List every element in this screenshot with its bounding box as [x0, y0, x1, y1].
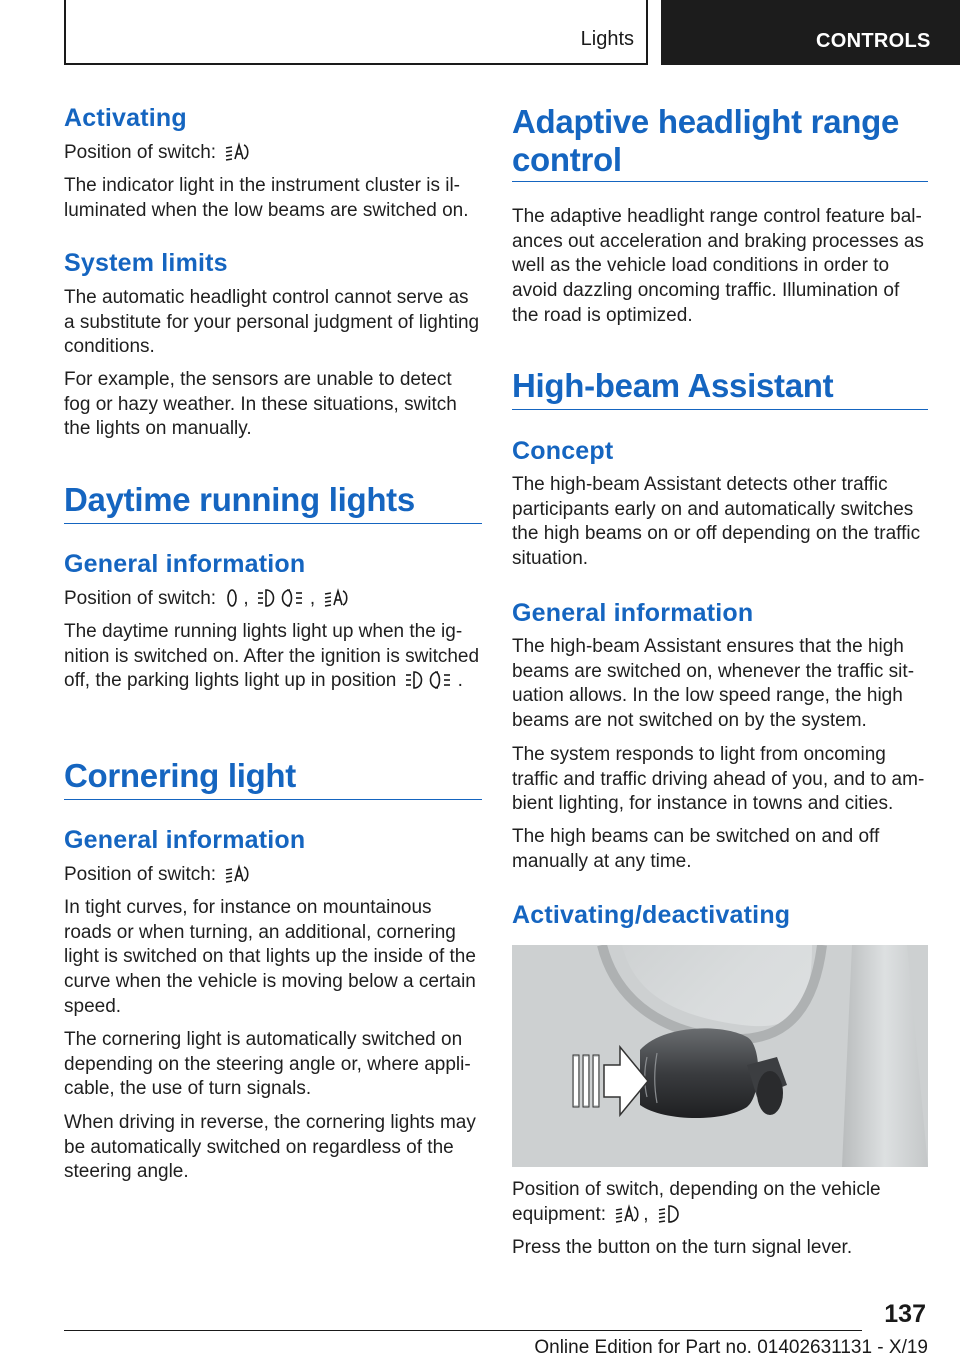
drl-switch-positions: Position of switch: , ,	[64, 587, 482, 612]
cornering-general-info-heading: General information	[64, 826, 306, 854]
header-chapter-tab: CONTROLS	[661, 0, 960, 65]
activating-heading: Activating	[64, 104, 187, 132]
hba-paragraph-1: The high-beam Assistant ensures that the high beams are switched on, whenever the traffic situation allows. In the low speed range, the high beams are not switched on by the system.	[512, 636, 915, 732]
daytime-running-lights-heading: Daytime running lights	[64, 481, 415, 518]
adaptive-paragraph: The adaptive headlight range control feature balances out acceleration and braking processes as well as the vehicle load conditions in order to avoid dazzling oncoming traffic. Illumination of the road is optimized.	[512, 206, 924, 326]
footer-edition-text: Online Edition for Part no. 01402631131 - X/19	[534, 1337, 928, 1358]
cornering-paragraph-3: When driving in reverse, the cornering lights may be automatically switched on regardless of the steering angle.	[64, 1112, 476, 1183]
turn-signal-lever-illustration	[512, 945, 928, 1167]
auto-headlight-icon	[614, 1204, 640, 1224]
parking-lights-icon	[405, 670, 455, 690]
section-rule	[512, 181, 928, 182]
activating-paragraph: The indicator light in the instrument cluster is illuminated when the low beams are switched on.	[64, 175, 469, 221]
concept-paragraph: The high-beam Assistant detects other traffic participants early on and automatically switches the high beams on or off depending on the traffic situation.	[512, 474, 921, 570]
auto-headlight-icon	[224, 864, 250, 884]
section-rule	[64, 799, 482, 800]
activating-switch-positions: Position of switch, depending on the vehicle equipment: ,	[512, 1179, 881, 1225]
low-beam-icon	[657, 1204, 683, 1224]
hba-paragraph-2: The system responds to light from oncoming traffic and traffic driving ahead of you, and to ambient lighting, for instance in towns and cities.	[512, 744, 925, 815]
adaptive-headlight-heading: Adaptive headlight range control	[512, 103, 900, 178]
auto-headlight-icon	[224, 142, 250, 162]
drl-general-info-heading: General information	[64, 550, 306, 578]
section-rule	[512, 409, 928, 410]
hba-paragraph-3: The high beams can be switched on and off manually at any time.	[512, 826, 880, 872]
cornering-paragraph-2: The cornering light is automatically switched on depending on the steering angle or, where applicable, the use of turn signals.	[64, 1029, 471, 1100]
auto-headlight-icon	[323, 588, 349, 608]
header-frame	[64, 0, 648, 65]
concept-heading: Concept	[512, 437, 614, 465]
cornering-paragraph-1: In tight curves, for instance on mountainous roads or when turning, an additional, cornering light is switched on that lights up the inside of the curve when the vehicle is moving below a certain speed.	[64, 897, 476, 1017]
parking-lights-icon	[257, 588, 307, 608]
cornering-switch-position: Position of switch:	[64, 863, 482, 888]
high-beam-assistant-heading: High-beam Assistant	[512, 367, 834, 404]
cornering-light-heading: Cornering light	[64, 757, 296, 794]
drl-paragraph: The daytime running lights light up when the ignition is switched on. After the ignition is switched off, the parking lights light up in position .	[64, 621, 480, 692]
section-rule	[64, 523, 482, 524]
activating-instruction: Press the button on the turn signal lever.	[512, 1237, 853, 1258]
activating-switch-position: Position of switch:	[64, 141, 482, 166]
activating-deactivating-heading: Activating/deactivating	[512, 901, 791, 929]
header-section-title: Lights	[580, 28, 634, 50]
system-limits-paragraph-1: The automatic headlight control cannot serve as a substitute for your personal judgment of lighting conditions.	[64, 287, 480, 358]
system-limits-paragraph-2: For example, the sensors are unable to detect fog or hazy weather. In these situations, switch the lights on manually.	[64, 369, 457, 440]
footer-rule	[64, 1330, 862, 1331]
page-number: 137	[884, 1300, 926, 1328]
turn-signal-lever-image	[512, 945, 928, 1167]
hba-general-info-heading: General information	[512, 599, 754, 627]
system-limits-heading: System limits	[64, 249, 228, 277]
lights-off-icon	[224, 588, 240, 608]
